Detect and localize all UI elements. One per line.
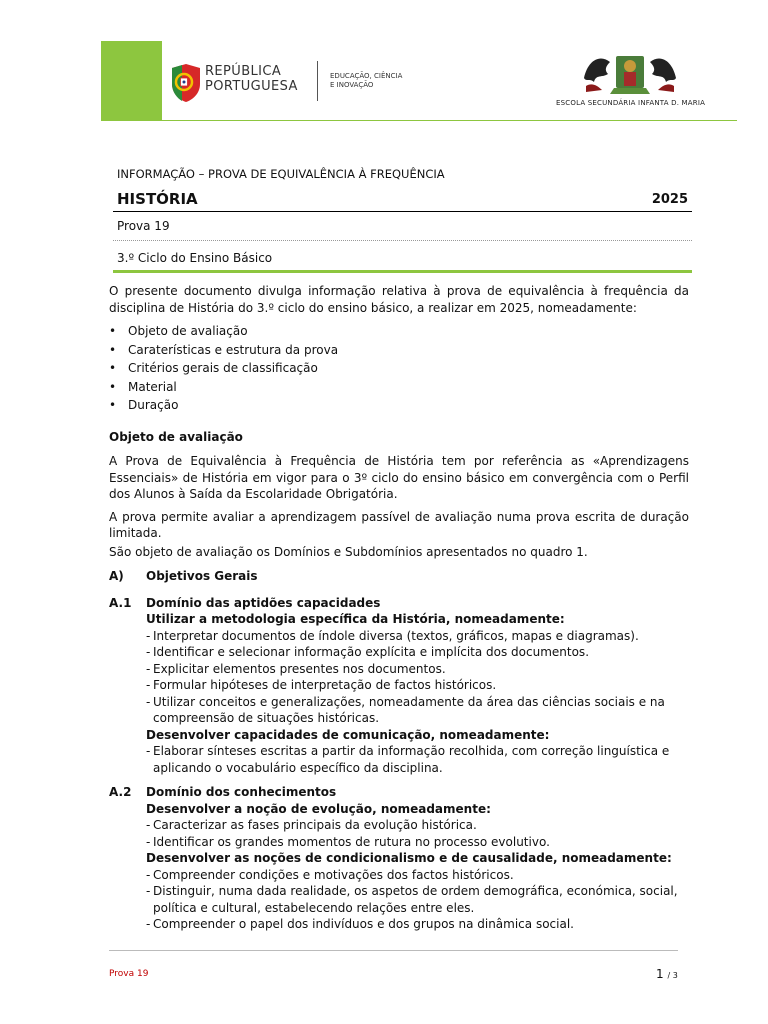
section-a1-heading: [109, 595, 689, 612]
current-page: 1: [656, 967, 664, 981]
exam-year: 2025: [651, 192, 688, 207]
list-item: - Explicitar elementos presentes nos documentos.: [146, 661, 689, 678]
school-crest-icon: [580, 48, 680, 96]
dotted-divider: [113, 240, 692, 241]
school-cycle: 3.º Ciclo do Ensino Básico: [117, 251, 273, 265]
exam-number: Prova 19: [117, 219, 170, 233]
document-type-title: INFORMAÇÃO – PROVA DE EQUIVALÊNCIA À FREQUÊNCIA: [117, 167, 445, 181]
section-code: A): [109, 569, 124, 583]
section-title: Objetivos Gerais: [146, 569, 258, 583]
subsection-title: Utilizar a metodologia específica da História, nomeadamente:: [146, 612, 565, 626]
section-heading-objeto: Objeto de avaliação: [109, 429, 243, 444]
section-title: Domínio das aptidões capacidades: [146, 595, 381, 610]
list-item: - Identificar e selecionar informação explícita e implícita dos documentos.: [146, 644, 689, 661]
republica-portuguesa-wordmark: REPÚBLICA PORTUGUESA: [205, 64, 298, 94]
footer-exam-number: Prova 19: [109, 969, 149, 979]
list-item: - Compreender condições e motivações dos factos históricos.: [146, 867, 689, 884]
school-name: ESCOLA SECUNDÁRIA INFANTA D. MARIA: [556, 99, 706, 107]
list-item: • Objeto de avaliação: [109, 322, 689, 341]
list-item: • Critérios gerais de classificação: [109, 359, 689, 378]
list-item: - Utilizar conceitos e generalizações, nomeadamente da área das ciências sociais e na compreensão de situações históricas.: [146, 694, 689, 727]
portuguese-republic-emblem-icon: [166, 60, 206, 104]
green-divider: [113, 270, 692, 273]
section-a2-content: [146, 801, 689, 933]
section-a1-content: [146, 611, 689, 776]
header-divider: [317, 61, 318, 101]
list-item: - Distinguir, numa dada realidade, os aspetos de ordem demográfica, económica, social, política e cultural, estabelecendo relações entre eles.: [146, 883, 689, 916]
page-number: [656, 967, 678, 981]
objeto-paragraph-2: A prova permite avaliar a aprendizagem passível de avaliação numa prova escrita de duração limitada.: [109, 509, 689, 540]
subsection-title: Desenvolver a noção de evolução, nomeadamente:: [146, 801, 491, 816]
section-title: Domínio dos conhecimentos: [146, 785, 337, 799]
subject-title: HISTÓRIA: [117, 190, 198, 208]
section-code: A.2: [109, 785, 132, 799]
ministry-label: EDUCAÇÃO, CIÊNCIA E INOVAÇÃO: [330, 72, 403, 89]
list-item: - Interpretar documentos de índole diversa (textos, gráficos, mapas e diagramas).: [146, 628, 689, 645]
topics-list: [109, 322, 689, 415]
list-item: - Identificar os grandes momentos de rutura no processo evolutivo.: [146, 834, 689, 851]
footer-rule: [109, 950, 678, 951]
list-item: • Material: [109, 378, 689, 397]
objeto-paragraph-1: A Prova de Equivalência à Frequência de História tem por referência as «Aprendizagens Essenciais» de História em vigor para o 3º ciclo do ensino básico em convergência com o Perfil dos Alunos à Saída da Escolaridade Obrigatória.: [109, 454, 689, 501]
section-a-heading: [109, 568, 689, 585]
intro-paragraph: O presente documento divulga informação relativa à prova de equivalência à frequência da disciplina de História do 3.º ciclo do ensino básico, a realizar em 2025, nomeadamente:: [109, 284, 689, 315]
header-green-block: [101, 41, 162, 121]
document-body: [109, 283, 689, 933]
list-item: - Caracterizar as fases principais da evolução histórica.: [146, 817, 689, 834]
list-item: • Caraterísticas e estrutura da prova: [109, 341, 689, 360]
total-pages: / 3: [667, 971, 678, 980]
title-rule: [113, 211, 692, 212]
section-a2-heading: [109, 784, 689, 801]
subsection-title: Desenvolver as noções de condicionalismo e de causalidade, nomeadamente:: [146, 851, 672, 865]
list-item: - Formular hipóteses de interpretação de factos históricos.: [146, 677, 689, 694]
objeto-paragraph-3: São objeto de avaliação os Domínios e Subdomínios apresentados no quadro 1.: [109, 544, 588, 559]
header-rule: [101, 120, 737, 121]
list-item: • Duração: [109, 396, 689, 415]
list-item: - Compreender o papel dos indivíduos e dos grupos na dinâmica social.: [146, 916, 689, 933]
subsection-title: Desenvolver capacidades de comunicação, nomeadamente:: [146, 727, 550, 742]
section-code: A.1: [109, 595, 132, 610]
list-item: - Elaborar sínteses escritas a partir da informação recolhida, com correção linguística e aplicando o vocabulário específico da disciplina.: [146, 743, 689, 776]
